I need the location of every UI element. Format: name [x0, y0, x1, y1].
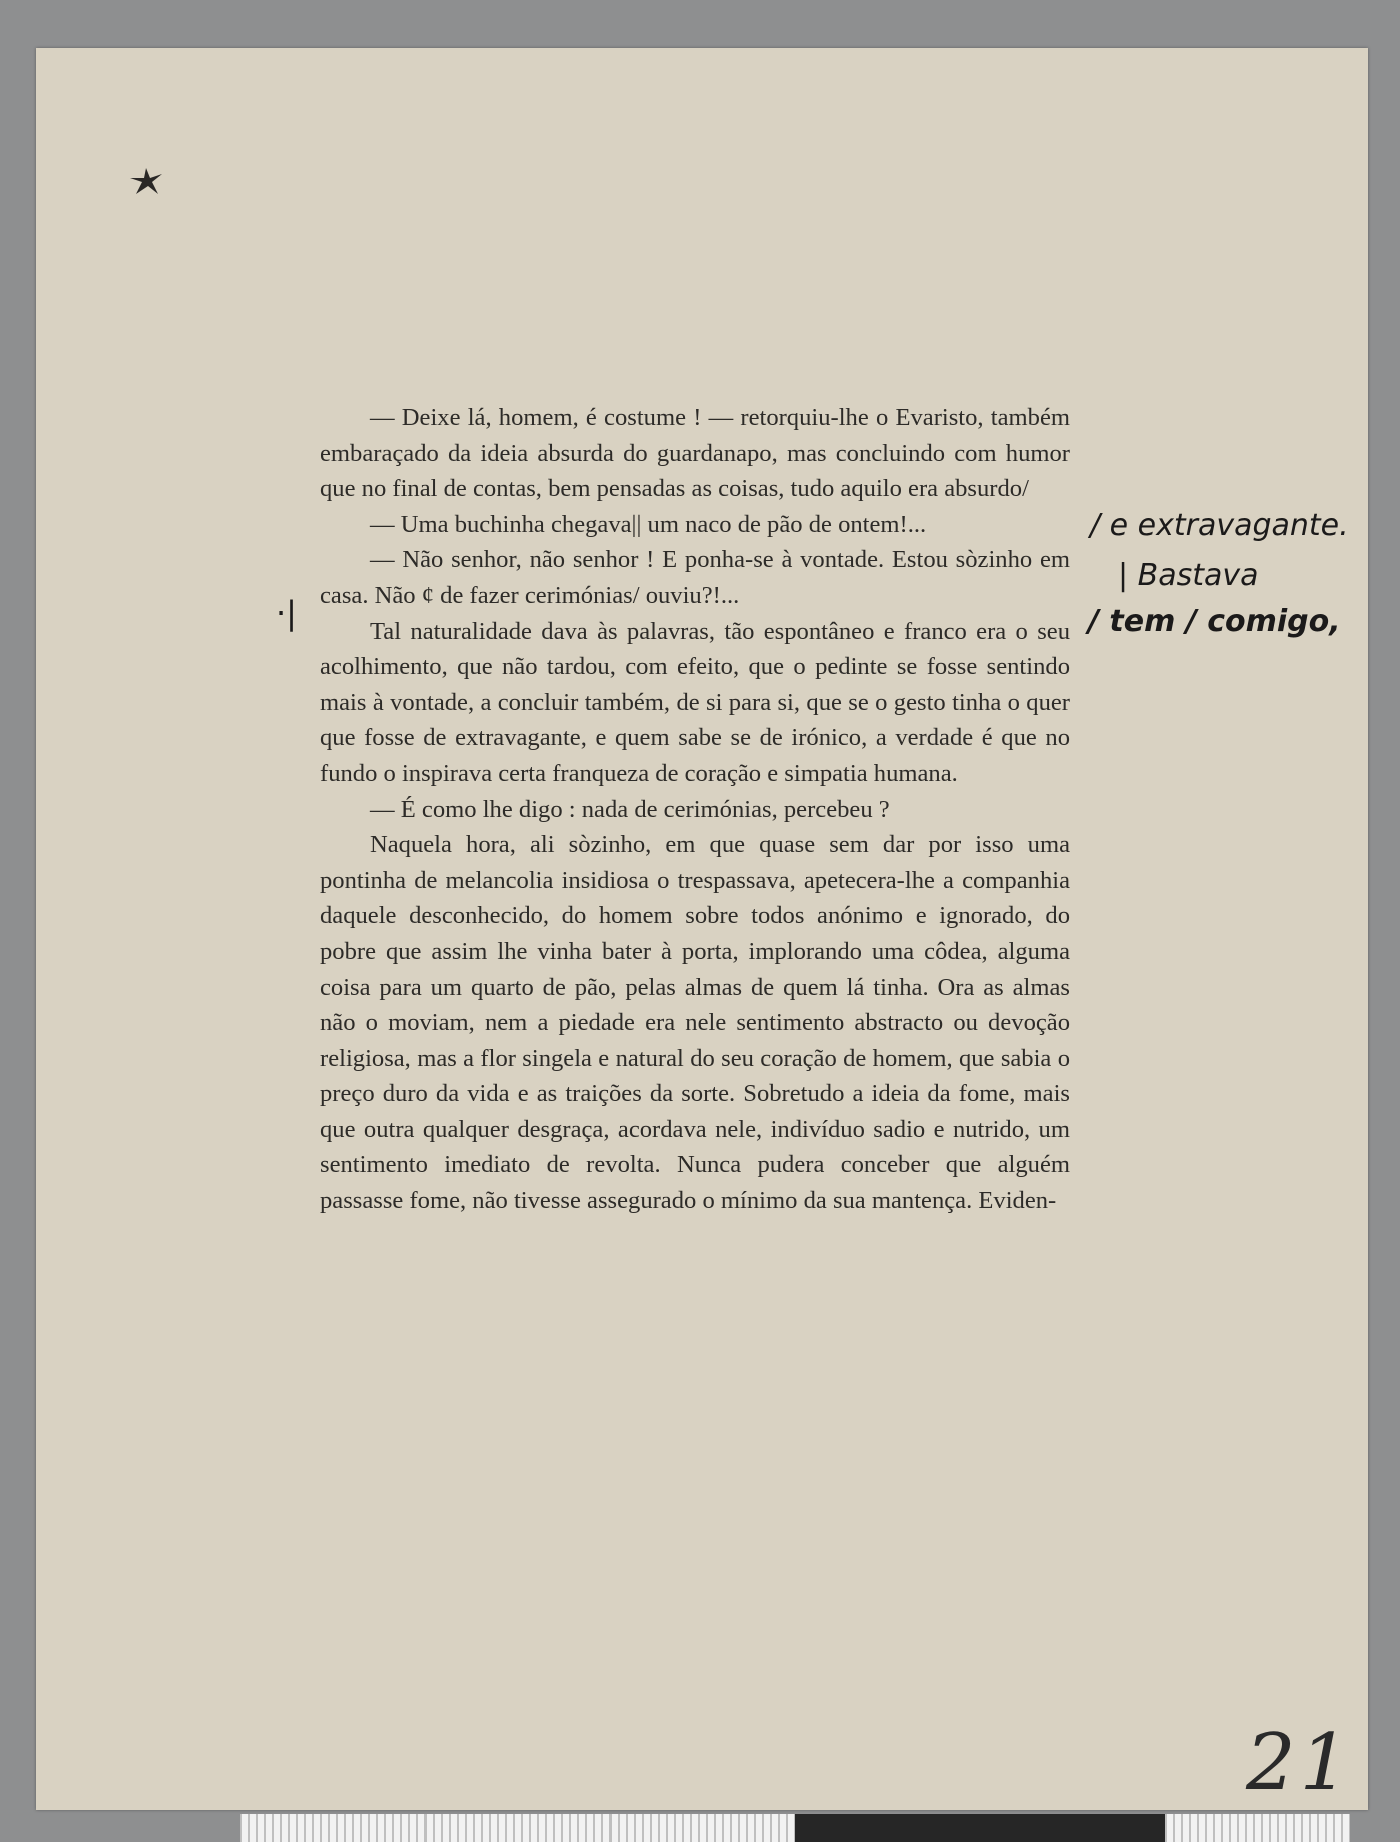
paragraph: Naquela hora, ali sòzinho, em que quase sem dar por isso uma pontinha de melancolia insidiosa o trespassava, apetecera-lhe a companhia daquele desconhecido, do homem sobre todos anónimo e ignorado, do pobre que assim lhe vinha bater à porta, implorando uma côdea, alguma coisa para um quarto de pão, pelas almas de quem lá tinha. Ora as almas não o moviam, nem a piedade era nele sentimento abstracto ou devoção religiosa, mas a flor singela e natural do seu coração de homem, que sabia o preço duro da vida e as traições da sorte. Sobretudo a ideia da fome, mais que outra qualquer desgraça, acordava nele, indivíduo sadio e nutrido, um sentimento imediato de revolta. Nunca pudera conceber que alguém passasse fome, não tivesse assegurado o mínimo da sua mantença. Eviden- [320, 831, 1070, 1215]
handwritten-annotation: / e extravagante. [1090, 508, 1349, 543]
paragraph: — É como lhe digo : nada de cerimónias, percebeu ? [370, 795, 890, 823]
paragraph: — Deixe lá, homem, é costume ! — retorquiu-lhe o Evaristo, também embaraçado da ideia absurda do guardanapo, mas concluindo com humor que no final de contas, bem pensadas as coisas, tudo aquilo era absurdo/ [320, 404, 1070, 503]
handwritten-margin-mark: ·| [276, 594, 297, 632]
document-sheet [36, 48, 1368, 1810]
ruler-segment [240, 1814, 425, 1842]
paragraph: — Uma buchinha chegava|| um naco de pão de ontem!... [370, 510, 927, 538]
ruler-segment [425, 1814, 610, 1842]
page-number: 21 [1246, 1718, 1354, 1808]
paragraph: — Não senhor, não senhor ! E ponha-se à vontade. Estou sòzinho em casa. Não ¢ de fazer cerimónias/ ouviu?!... [320, 546, 1070, 609]
ruler-segment [795, 1814, 980, 1842]
ruler-segment [610, 1814, 795, 1842]
handwritten-annotation: / tem / comigo, [1088, 604, 1341, 639]
handwritten-annotation: | Bastava [1118, 558, 1259, 593]
paragraph: Tal naturalidade dava às palavras, tão espontâneo e franco era o seu acolhimento, que não tardou, com efeito, que o pedinte se fosse sentindo mais à vontade, a concluir também, de si para si, que se o gesto tinha o quer que fosse de extravagante, e quem sabe se de irónico, a verdade é que no fundo o inspirava certa franqueza de coração e simpatia humana. [320, 617, 1070, 787]
ink-blot-mark [124, 160, 172, 200]
ruler-segment [1165, 1814, 1350, 1842]
ruler-segment [980, 1814, 1165, 1842]
scale-ruler [240, 1814, 1350, 1842]
body-text [320, 400, 1070, 1219]
